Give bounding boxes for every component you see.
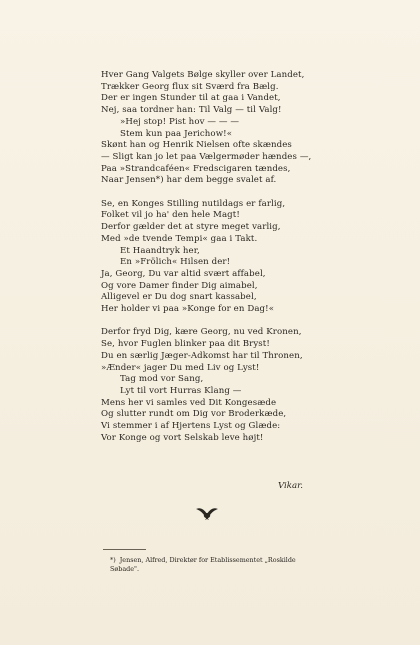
- poem-line: Derfor fryd Dig, kære Georg, nu ved Kronen,: [101, 327, 302, 338]
- footnote-text: Jensen, Alfred, Direktør for Etablissementet „Roskilde Søbade".: [110, 556, 296, 573]
- poem-line: Vi stemmer i af Hjertens Lyst og Glæde:: [101, 421, 281, 432]
- bird-ornament-icon: [195, 505, 219, 521]
- poem-line: Folket vil jo ha' den hele Magt!: [101, 210, 240, 221]
- poem-line: Mens her vi samles ved Dit Kongesæde: [101, 397, 277, 408]
- poem-line: Lyt til vort Hurras Klang —: [120, 385, 242, 396]
- poem-line: Trækker Georg flux sit Sværd fra Bælg.: [101, 81, 279, 92]
- poem-line: Ja, Georg, Du var altid svært affabel,: [101, 268, 266, 279]
- poem-line: Her holder vi paa »Konge for en Dag!«: [101, 304, 275, 315]
- poem-line: Stem kun paa Jerichow!«: [120, 128, 233, 139]
- poem-line: Derfor gælder det at styre meget varlig,: [101, 222, 281, 233]
- poem-line: Der er ingen Stunder til at gaa i Vandet,: [101, 93, 281, 104]
- poem-line: Med »de tvende Tempi« gaa i Takt.: [101, 233, 258, 244]
- poem-line: »Hej stop! Pist hov — — —: [120, 116, 240, 127]
- poem-line: Og vore Damer finder Dig aimabel,: [101, 280, 258, 291]
- poem-line: Vor Konge og vort Selskab leve højt!: [101, 432, 264, 443]
- poem-line: Og slutter rundt om Dig vor Broderkæde,: [101, 409, 287, 420]
- stanza-2: [101, 199, 401, 316]
- stanza-3: [101, 327, 401, 444]
- signature: Vikar.: [277, 481, 303, 491]
- poem-line: Paa »Strandcaféen« Fredscigaren tændes,: [101, 163, 291, 174]
- footnote: [110, 556, 320, 573]
- poem-line: Se, en Konges Stilling nutildags er farlig,: [101, 198, 286, 209]
- poem-line: — Sligt kan jo let paa Vælgermøder hændes —,: [101, 151, 312, 162]
- poem-line: Nej, saa tordner han: Til Valg — til Valg!: [101, 105, 282, 116]
- footnote-marker: *): [110, 556, 116, 564]
- poem-line: »Ænder« jager Du med Liv og Lyst!: [101, 362, 260, 373]
- poem-line: Du en særlig Jæger-Adkomst har til Thronen,: [101, 350, 303, 361]
- poem-line: Et Haandtryk her,: [120, 245, 200, 256]
- poem-line: Skønt han og Henrik Nielsen ofte skændes: [101, 140, 292, 151]
- poem-line: Tag mod vor Sang,: [120, 374, 204, 385]
- poem-line: Hver Gang Valgets Bølge skyller over Landet,: [101, 70, 305, 80]
- poem-line: En »Frölich« Hilsen der!: [120, 257, 231, 268]
- stanza-1: [101, 70, 401, 187]
- poem-line: Se, hvor Fuglen blinker paa dit Bryst!: [101, 339, 270, 350]
- poem-line: Alligevel er Du dog snart kassabel,: [101, 292, 257, 303]
- footnote-rule: [103, 549, 146, 550]
- poem: [101, 70, 401, 456]
- poem-line: Naar Jensen*) har dem begge svalet af.: [101, 175, 277, 186]
